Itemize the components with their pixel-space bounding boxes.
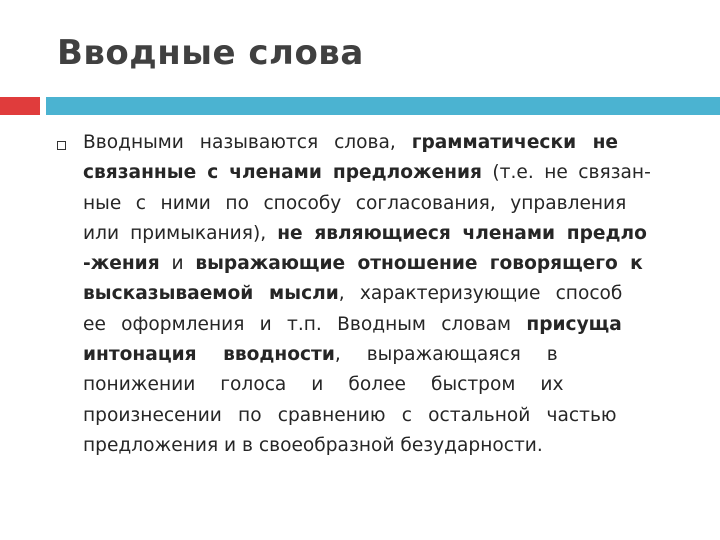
bold-text-run: интонация вводности	[83, 344, 335, 366]
paragraph-line	[83, 310, 678, 340]
paragraph-line	[83, 431, 678, 461]
text-run: Вводными называются слова,	[83, 132, 412, 153]
text-run: и	[159, 253, 196, 275]
paragraph-line	[83, 249, 678, 279]
paragraph-line	[83, 370, 678, 400]
accent-bar-red	[0, 97, 40, 115]
paragraph-line	[83, 340, 678, 370]
text-run: ее оформления и т.п. Вводным словам	[83, 313, 527, 335]
accent-bar-blue	[46, 97, 720, 115]
bold-text-run: выражающие отношение говорящего к	[195, 253, 643, 275]
bold-text-run: грамматически не	[411, 132, 619, 153]
paragraph-line	[83, 401, 678, 431]
text-run: (т.е. не связан-	[481, 162, 651, 184]
hollow-square-bullet-icon	[57, 141, 66, 150]
paragraph-line	[83, 189, 678, 219]
paragraph-line	[83, 128, 678, 158]
bullet-paragraph	[83, 128, 678, 461]
paragraph-line	[83, 279, 678, 309]
paragraph-line	[83, 219, 678, 249]
paragraph-line	[83, 158, 678, 188]
bold-text-run: связанные с членами предложения	[83, 162, 482, 184]
text-run: , характеризующие способ	[338, 283, 623, 305]
bold-text-run: не являющиеся членами предло	[277, 222, 647, 244]
text-run: понижении голоса и более быстром их	[83, 374, 564, 396]
text-run: ные с ними по способу согласования, управления	[83, 192, 627, 214]
text-run: или примыкания),	[83, 222, 278, 244]
text-run: , выражающаяся в	[334, 344, 558, 366]
slide-title: Вводные слова	[57, 33, 364, 73]
bold-text-run: присуща	[526, 313, 622, 335]
bold-text-run: -жения	[83, 253, 160, 275]
bold-text-run: высказываемой мысли	[83, 283, 339, 305]
text-run: произнесении по сравнению с остальной частью	[83, 404, 617, 426]
text-run: предложения и в своеобразной безударности.	[83, 434, 543, 456]
